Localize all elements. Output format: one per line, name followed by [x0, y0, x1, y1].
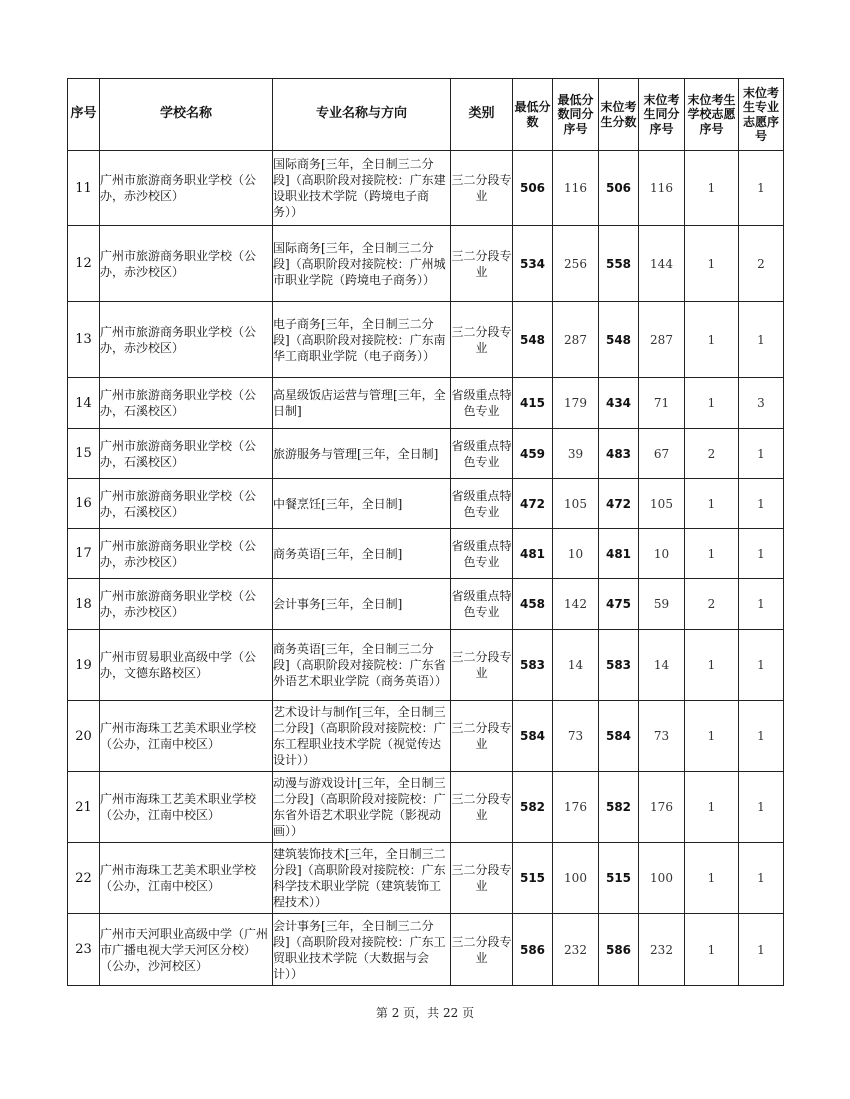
cell-min-same-rank: 176: [553, 772, 599, 843]
cell-last-score: 481: [599, 529, 639, 579]
cell-major: 会计事务[三年，全日制]: [273, 579, 451, 630]
cell-min-score: 584: [513, 701, 553, 772]
cell-min-score: 548: [513, 302, 553, 378]
cell-school: 广州市海珠工艺美术职业学校（公办，江南中校区）: [100, 772, 273, 843]
cell-major-wish: 1: [739, 630, 784, 701]
cell-seq: 13: [68, 302, 100, 378]
cell-major: 建筑装饰技术[三年，全日制三二分段]（高职阶段对接院校：广东科学技术职业学院（建筑装饰工程技术））: [273, 843, 451, 914]
cell-category: 三二分段专业: [451, 701, 513, 772]
cell-min-score: 582: [513, 772, 553, 843]
cell-category: 省级重点特色专业: [451, 579, 513, 630]
cell-school: 广州市旅游商务职业学校（公办，石溪校区）: [100, 479, 273, 529]
cell-school-wish: 1: [685, 914, 739, 986]
cell-school-wish: 1: [685, 772, 739, 843]
cell-school-wish: 1: [685, 843, 739, 914]
cell-school: 广州市贸易职业高级中学（公办，文德东路校区）: [100, 630, 273, 701]
cell-school-wish: 1: [685, 630, 739, 701]
table-row: [68, 479, 784, 529]
header-category: 类别: [451, 79, 513, 151]
cell-school: 广州市海珠工艺美术职业学校（公办，江南中校区）: [100, 843, 273, 914]
cell-major: 国际商务[三年，全日制三二分段]（高职阶段对接院校：广东建设职业技术学院（跨境电子商务））: [273, 151, 451, 226]
cell-category: 三二分段专业: [451, 302, 513, 378]
cell-category: 三二分段专业: [451, 630, 513, 701]
cell-school-wish: 2: [685, 429, 739, 479]
cell-major-wish: 1: [739, 701, 784, 772]
cell-major: 动漫与游戏设计[三年，全日制三二分段]（高职阶段对接院校：广东省外语艺术职业学院（影视动画））: [273, 772, 451, 843]
header-school: 学校名称: [100, 79, 273, 151]
cell-last-same-rank: 144: [639, 226, 685, 302]
cell-min-same-rank: 105: [553, 479, 599, 529]
cell-seq: 18: [68, 579, 100, 630]
cell-category: 三二分段专业: [451, 226, 513, 302]
cell-min-same-rank: 10: [553, 529, 599, 579]
cell-major-wish: 1: [739, 429, 784, 479]
cell-category: 三二分段专业: [451, 151, 513, 226]
cell-seq: 17: [68, 529, 100, 579]
cell-major-wish: 1: [739, 479, 784, 529]
cell-seq: 20: [68, 701, 100, 772]
cell-major: 中餐烹饪[三年，全日制]: [273, 479, 451, 529]
cell-last-same-rank: 116: [639, 151, 685, 226]
cell-seq: 14: [68, 378, 100, 429]
cell-last-score: 583: [599, 630, 639, 701]
cell-min-same-rank: 256: [553, 226, 599, 302]
table-row: [68, 630, 784, 701]
cell-min-same-rank: 14: [553, 630, 599, 701]
cell-major-wish: 1: [739, 579, 784, 630]
cell-last-same-rank: 10: [639, 529, 685, 579]
cell-last-score: 584: [599, 701, 639, 772]
cell-min-same-rank: 100: [553, 843, 599, 914]
cell-major-wish: 1: [739, 529, 784, 579]
cell-major: 商务英语[三年，全日制三二分段]（高职阶段对接院校：广东省外语艺术职业学院（商务英语））: [273, 630, 451, 701]
cell-major-wish: 1: [739, 772, 784, 843]
table-header: [68, 79, 784, 151]
cell-last-same-rank: 176: [639, 772, 685, 843]
cell-min-score: 415: [513, 378, 553, 429]
cell-school-wish: 1: [685, 701, 739, 772]
cell-major-wish: 2: [739, 226, 784, 302]
header-major: 专业名称与方向: [273, 79, 451, 151]
cell-school-wish: 1: [685, 151, 739, 226]
cell-min-same-rank: 232: [553, 914, 599, 986]
cell-seq: 19: [68, 630, 100, 701]
cell-min-score: 481: [513, 529, 553, 579]
cell-min-score: 534: [513, 226, 553, 302]
cell-school: 广州市旅游商务职业学校（公办，赤沙校区）: [100, 579, 273, 630]
cell-school: 广州市旅游商务职业学校（公办，赤沙校区）: [100, 529, 273, 579]
cell-major: 商务英语[三年，全日制]: [273, 529, 451, 579]
cell-last-same-rank: 100: [639, 843, 685, 914]
table-body: [68, 151, 784, 986]
cell-min-score: 515: [513, 843, 553, 914]
table-row: [68, 226, 784, 302]
cell-last-score: 558: [599, 226, 639, 302]
cell-last-same-rank: 105: [639, 479, 685, 529]
cell-min-score: 583: [513, 630, 553, 701]
cell-last-score: 475: [599, 579, 639, 630]
table-row: [68, 579, 784, 630]
cell-seq: 11: [68, 151, 100, 226]
cell-seq: 16: [68, 479, 100, 529]
cell-last-same-rank: 59: [639, 579, 685, 630]
cell-school-wish: 1: [685, 226, 739, 302]
table-row: [68, 914, 784, 986]
cell-school-wish: 1: [685, 529, 739, 579]
cell-min-score: 459: [513, 429, 553, 479]
table-row: [68, 429, 784, 479]
header-last-major-wish: 末位考生专业志愿序号: [739, 79, 784, 151]
cell-seq: 12: [68, 226, 100, 302]
cell-school: 广州市旅游商务职业学校（公办，石溪校区）: [100, 378, 273, 429]
table-row: [68, 151, 784, 226]
cell-last-score: 483: [599, 429, 639, 479]
cell-school: 广州市旅游商务职业学校（公办，赤沙校区）: [100, 302, 273, 378]
cell-category: 省级重点特色专业: [451, 479, 513, 529]
cell-min-same-rank: 116: [553, 151, 599, 226]
cell-last-same-rank: 14: [639, 630, 685, 701]
cell-major-wish: 1: [739, 302, 784, 378]
cell-last-same-rank: 67: [639, 429, 685, 479]
cell-category: 省级重点特色专业: [451, 529, 513, 579]
cell-school-wish: 1: [685, 479, 739, 529]
header-last-score: 末位考生分数: [599, 79, 639, 151]
cell-major: 旅游服务与管理[三年，全日制]: [273, 429, 451, 479]
cell-seq: 21: [68, 772, 100, 843]
cell-school: 广州市旅游商务职业学校（公办，赤沙校区）: [100, 151, 273, 226]
cell-seq: 15: [68, 429, 100, 479]
cell-major-wish: 1: [739, 914, 784, 986]
header-last-school-wish: 末位考生学校志愿序号: [685, 79, 739, 151]
cell-min-score: 458: [513, 579, 553, 630]
admission-score-table: [67, 78, 784, 986]
table-row: [68, 302, 784, 378]
cell-seq: 23: [68, 914, 100, 986]
cell-category: 三二分段专业: [451, 843, 513, 914]
cell-major-wish: 1: [739, 151, 784, 226]
cell-major-wish: 1: [739, 843, 784, 914]
cell-major-wish: 3: [739, 378, 784, 429]
cell-school: 广州市海珠工艺美术职业学校（公办，江南中校区）: [100, 701, 273, 772]
cell-last-score: 548: [599, 302, 639, 378]
cell-category: 省级重点特色专业: [451, 429, 513, 479]
cell-min-score: 506: [513, 151, 553, 226]
cell-min-same-rank: 287: [553, 302, 599, 378]
cell-last-same-rank: 287: [639, 302, 685, 378]
cell-last-score: 434: [599, 378, 639, 429]
header-min-same-rank: 最低分数同分序号: [553, 79, 599, 151]
cell-category: 省级重点特色专业: [451, 378, 513, 429]
cell-min-score: 586: [513, 914, 553, 986]
cell-last-score: 586: [599, 914, 639, 986]
cell-major: 会计事务[三年，全日制三二分段]（高职阶段对接院校：广东工贸职业技术学院（大数据与会计））: [273, 914, 451, 986]
table-row: [68, 529, 784, 579]
cell-category: 三二分段专业: [451, 914, 513, 986]
cell-seq: 22: [68, 843, 100, 914]
table-row: [68, 772, 784, 843]
cell-category: 三二分段专业: [451, 772, 513, 843]
header-seq: 序号: [68, 79, 100, 151]
cell-last-same-rank: 73: [639, 701, 685, 772]
cell-min-same-rank: 73: [553, 701, 599, 772]
cell-min-same-rank: 39: [553, 429, 599, 479]
cell-last-same-rank: 232: [639, 914, 685, 986]
cell-last-same-rank: 71: [639, 378, 685, 429]
cell-major: 艺术设计与制作[三年，全日制三二分段]（高职阶段对接院校：广东工程职业技术学院（视觉传达设计））: [273, 701, 451, 772]
cell-major: 高星级饭店运营与管理[三年，全日制]: [273, 378, 451, 429]
cell-school-wish: 1: [685, 302, 739, 378]
cell-school: 广州市旅游商务职业学校（公办，赤沙校区）: [100, 226, 273, 302]
cell-last-score: 472: [599, 479, 639, 529]
cell-school: 广州市旅游商务职业学校（公办，石溪校区）: [100, 429, 273, 479]
cell-min-same-rank: 142: [553, 579, 599, 630]
cell-school-wish: 2: [685, 579, 739, 630]
table-row: [68, 701, 784, 772]
table-row: [68, 378, 784, 429]
header-min-score: 最低分数: [513, 79, 553, 151]
header-last-same-rank: 末位考生同分序号: [639, 79, 685, 151]
cell-school: 广州市天河职业高级中学（广州市广播电视大学天河区分校）（公办，沙河校区）: [100, 914, 273, 986]
cell-major: 国际商务[三年，全日制三二分段]（高职阶段对接院校：广州城市职业学院（跨境电子商务））: [273, 226, 451, 302]
cell-min-score: 472: [513, 479, 553, 529]
cell-last-score: 582: [599, 772, 639, 843]
cell-school-wish: 1: [685, 378, 739, 429]
cell-min-same-rank: 179: [553, 378, 599, 429]
cell-last-score: 515: [599, 843, 639, 914]
cell-last-score: 506: [599, 151, 639, 226]
table-row: [68, 843, 784, 914]
cell-major: 电子商务[三年，全日制三二分段]（高职阶段对接院校：广东南华工商职业学院（电子商务））: [273, 302, 451, 378]
page-footer: 第 2 页，共 22 页: [375, 1006, 475, 1020]
